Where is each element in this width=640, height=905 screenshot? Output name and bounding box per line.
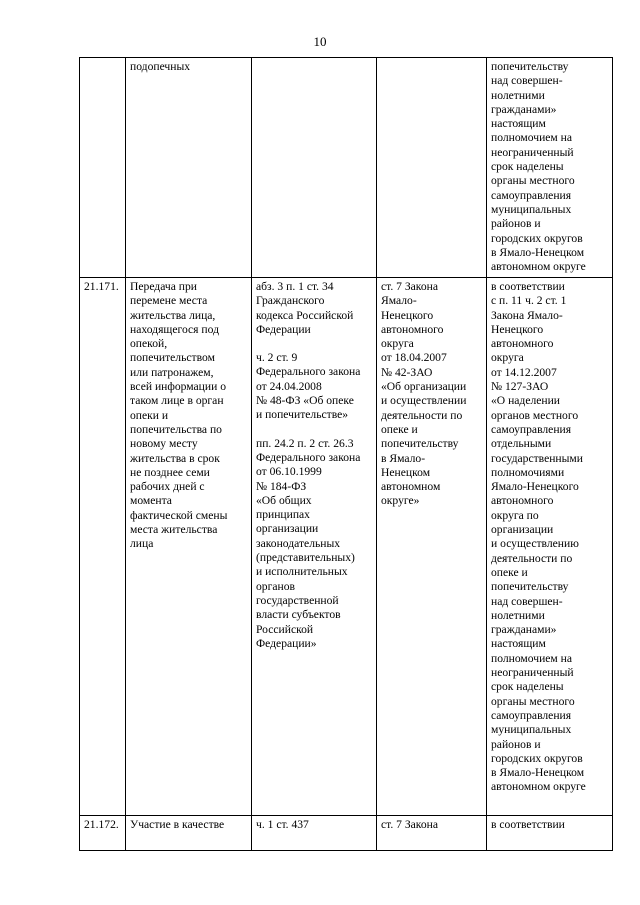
legal-basis-item: пп. 24.2 п. 2 ст. 26.3 Федерального закона от 06.10.1999 № 184-ФЗ «Об общих принципах организации законодательных (представительных) и исполнительных органов государственной власти субъектов Российской Федерации» — [256, 436, 361, 650]
powers-table — [79, 57, 613, 851]
legal-basis-item: ч. 1 ст. 437 — [256, 818, 309, 831]
table-row — [80, 816, 613, 851]
legal-basis-cell — [252, 816, 377, 851]
regional-law-cell: ст. 7 Закона — [377, 816, 487, 851]
legal-basis-cell — [252, 278, 377, 816]
legal-basis-cell — [252, 58, 377, 278]
content-cell: подопечных — [126, 58, 252, 278]
authority-cell: в соответствии — [487, 816, 613, 851]
authority-cell: в соответствии с п. 11 ч. 2 ст. 1 Закона Ямало- Ненецкого автономного округа от 14.12.2007 № 127-ЗАО «О наделении органов местного самоуправления отдельными государственными полномочиями Ямало-Ненецкого автономного округа по организации и осуществлению деятельности по опеке и попечительству над совершен- нолетними гражданами» настоящим полномочием на неограниченный срок наделены органы местного самоуправления муниципальных районов и городских округов в Ямало-Ненецком автономном округе — [487, 278, 613, 816]
content-cell: Участие в качестве — [126, 816, 252, 851]
regional-law-cell — [377, 58, 487, 278]
legal-basis-item: абз. 3 п. 1 ст. 34 Гражданского кодекса Российской Федерации — [256, 280, 354, 336]
row-number-cell: 21.171. — [80, 278, 126, 816]
row-number-cell — [80, 58, 126, 278]
table-row — [80, 278, 613, 816]
content-cell: Передача при перемене места жительства лица, находящегося под опекой, попечительством или патронажем, всей информации о таком лице в орган опеки и попечительства по новому месту жительства в срок не позднее семи рабочих дней с момента фактической смены места жительства лица — [126, 278, 252, 816]
legal-basis-item: ч. 2 ст. 9 Федерального закона от 24.04.2008 № 48-ФЗ «Об опеке и попечительстве» — [256, 351, 361, 422]
page-number: 10 — [313, 34, 327, 49]
regional-law-cell: ст. 7 Закона Ямало- Ненецкого автономного округа от 18.04.2007 № 42-ЗАО «Об организации и осуществлении деятельности по опеке и попечительству в Ямало- Ненецком автономном округе» — [377, 278, 487, 816]
row-number-cell: 21.172. — [80, 816, 126, 851]
table-row — [80, 58, 613, 278]
authority-cell: попечительству над совершен- нолетними гражданами» настоящим полномочием на неограниченный срок наделены органы местного самоуправления муниципальных районов и городских округов в Ямало-Ненецком автономном округе — [487, 58, 613, 278]
